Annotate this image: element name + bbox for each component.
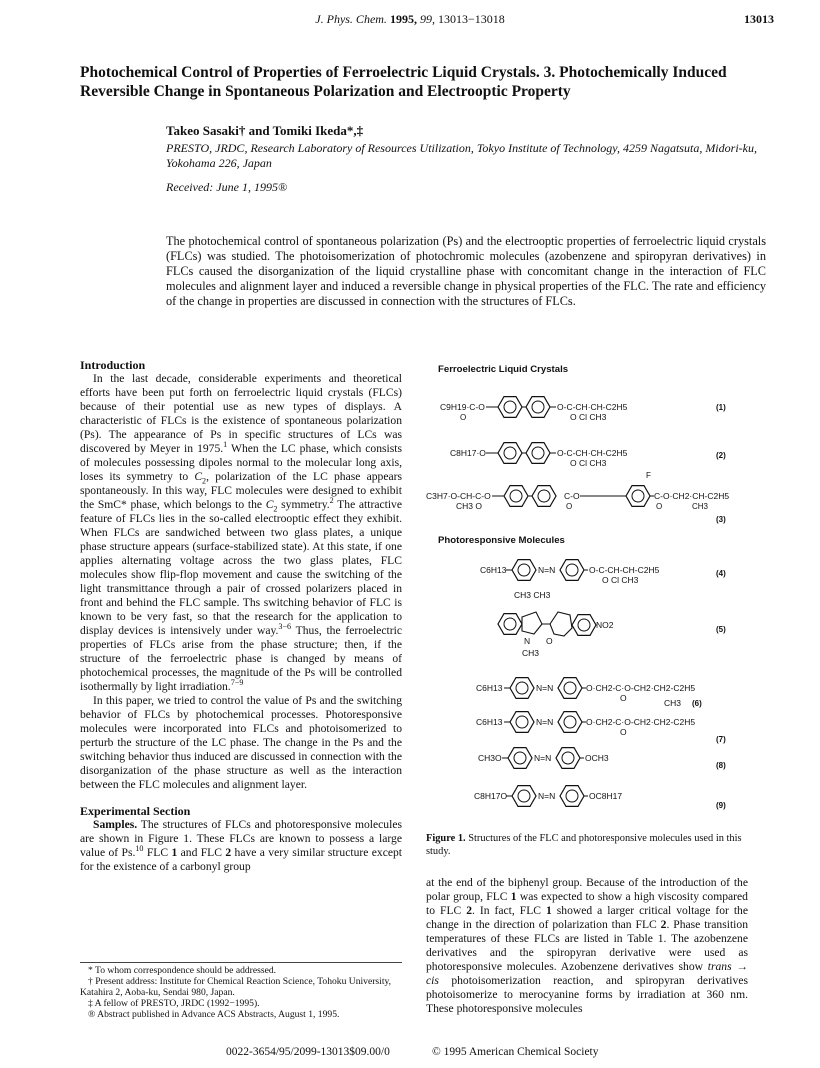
compound-5 — [498, 590, 726, 658]
compound-2 — [450, 443, 726, 468]
svg-text:F: F — [646, 471, 651, 480]
footnote: ® Abstract published in Advance ACS Abstracts, August 1, 1995. — [88, 1009, 340, 1020]
svg-text:OCH3: OCH3 — [585, 753, 609, 763]
svg-text:O: O — [656, 502, 663, 511]
compound-8 — [478, 748, 726, 770]
svg-text:O: O — [620, 727, 627, 737]
right-paragraph: at the end of the biphenyl group. Because of the introduction of the polar group, FLC 1 was expected to show a high viscosity compared to FLC 2. In fact, FLC 1 showed a larger critical voltage for the change in the direction of polarization than FLC 2. Phase transition temperatures of these FLCs are listed in Table 1. The azobenzene derivatives and the spiropyran derivative were used as photoresponsive molecules. Azobenzene derivatives show trans → cis photoisomerization reaction, and spiropyran derivatives photoisomerize to merocyanine forms by irradiation at 360 nm. These photoresponsive molecules — [426, 876, 749, 1015]
footer-copyright: © 1995 American Chemical Society — [432, 1046, 599, 1058]
svg-text:N: N — [524, 636, 531, 646]
footer-code: 0022-3654/95/2099-13013$09.00/0 — [226, 1046, 390, 1058]
svg-text:OC8H17: OC8H17 — [589, 791, 623, 801]
svg-text:N=N: N=N — [538, 565, 556, 575]
figure-caption: Figure 1. Structures of the FLC and photoresponsive molecules used in this study. — [426, 833, 742, 857]
svg-text:C8H17·O: C8H17·O — [450, 448, 486, 458]
svg-text:C8H17O: C8H17O — [474, 791, 508, 801]
svg-text:(2): (2) — [716, 451, 726, 460]
section-heading-introduction: Introduction — [80, 358, 146, 372]
compound-1 — [440, 397, 726, 422]
svg-text:(9): (9) — [716, 801, 726, 810]
svg-text:O Cl CH3: O Cl CH3 — [570, 458, 607, 468]
svg-text:C-O: C-O — [564, 491, 580, 501]
svg-text:O: O — [460, 413, 467, 422]
svg-text:O·CH2-C·O-CH2·CH2-C2H5: O·CH2-C·O-CH2·CH2-C2H5 — [586, 683, 696, 693]
intro-paragraph-1: In the last decade, considerable experiments and theoretical efforts have been put forth on ferroelectric liquid crystals (FLCs) because of their potential use as new types of displays. A characteristic of FLCs is the existence of spontaneous polarization (Ps). The appearance of Ps in specific structures of LCs was discovered by Meyer in 1975.$^1$ When the LC phase, which consists of molecules possessing dipoles normal to the molecular long axis, loses its symmetry to $C_2$, polarization of the LC phase appears spontaneously. In this way, FLC molecules were designed to exhibit the SmC* phase, which belongs to the $C_2$ symmetry.$^2$ The attractive feature of FLCs lies in the so-called electrooptic effect they exhibit. When FLCs are sandwiched between two glass plates, a unique phase structure appears (surface-stabilized state). At this state, if one applies alternating voltage across the two glass plates, FLC molecules show flip-flop movement and cause the switching of the light transmittance through a pair of crossed polarizers placed in front and behind the FLC sample. Ths switching behavior of FLC is known to be very fast, so that the research for the application to display devices is intensively under way.$^{3-6}$ Thus, the ferroelectric properties of FLCs arise from the phase structure; then, if the structure of the ferroelectric phase is changed by means of photochemical processes, the magnitude of the Ps will be controlled isothermally by light irradiation.$^{7-9}$ — [80, 372, 403, 693]
svg-text:CH3: CH3 — [692, 502, 709, 511]
compound-3 — [426, 471, 729, 524]
svg-text:CH3: CH3 — [522, 648, 540, 658]
svg-text:C3H7·O-CH-C-O: C3H7·O-CH-C-O — [426, 491, 491, 501]
svg-text:C6H13: C6H13 — [476, 683, 503, 693]
article-title: Photochemical Control of Properties of Ferroelectric Liquid Crystals. 3. Photochemically Induced Reversible Change in Spontaneous Polarization and Electrooptic Property — [80, 64, 727, 100]
received-date: Received: June 1, 1995® — [166, 180, 288, 194]
right-column — [426, 876, 748, 1016]
compound-9 — [474, 786, 726, 810]
svg-text:(5): (5) — [716, 625, 726, 634]
figure-heading-photoresponsive: Photoresponsive Molecules — [438, 535, 565, 546]
svg-text:O-C-CH·CH-C2H5: O-C-CH·CH-C2H5 — [557, 448, 628, 458]
svg-text:C6H13: C6H13 — [480, 565, 507, 575]
intro-paragraph-2: In this paper, we tried to control the value of Ps and the switching behavior of FLCs by photochemical processes. Photoresponsive molecules were incorporated into FLCs and photoisomerized to perturb the structure of the LC phase. The change in the Ps and the switching behavior thus induced are discussed in connection with the disorganization of the phase structure as well as the interaction between the FLC molecules and alignment layer. — [80, 694, 402, 791]
abstract: The photochemical control of spontaneous polarization (Ps) and the electrooptic properties of ferroelectric liquid crystals (FLCs) was studied. The photoisomerization of photochromic molecules (azobenzene and spiropyran derivatives) in FLCs caused the disorganization of the liquid crystalline phase with concomitant change in the interaction of FLC molecules and alignment layer and induced a reversible change in physical properties of the FLC. The rate and efficiency of the change in properties are discussed in connection with the structures of FLCs. — [166, 234, 766, 308]
chemical-structures-drawing — [420, 380, 750, 825]
left-column — [80, 358, 402, 874]
experimental-paragraph-1: Samples. The structures of FLCs and photoresponsive molecules are shown in Figure 1. These FLCs are known to possess a large value of Ps.$^{10}$ FLC 1 and FLC 2 have a very similar structure except for the existence of a carbonyl group — [80, 818, 403, 873]
footnote: * To whom correspondence should be addressed. — [88, 965, 277, 976]
svg-text:N=N: N=N — [538, 791, 556, 801]
svg-text:C-O·CH2·CH-C2H5: C-O·CH2·CH-C2H5 — [654, 491, 730, 501]
svg-text:O: O — [546, 636, 553, 646]
svg-text:CH3 O: CH3 O — [456, 501, 482, 511]
svg-text:N=N: N=N — [534, 753, 552, 763]
running-header: J. Phys. Chem. 1995, 99, 13013−13018 — [315, 12, 505, 26]
compound-6 — [476, 678, 702, 708]
svg-text:(4): (4) — [716, 569, 726, 578]
footnote: ‡ A fellow of PRESTO, JRDC (1992−1995). — [88, 998, 260, 1009]
svg-text:O-C-CH-CH-C2H5: O-C-CH-CH-C2H5 — [589, 565, 660, 575]
svg-text:O·CH2-C·O-CH2·CH2-C2H5: O·CH2-C·O-CH2·CH2-C2H5 — [586, 717, 696, 727]
svg-text:O-C-CH·CH-C2H5: O-C-CH·CH-C2H5 — [557, 402, 628, 412]
compound-4 — [480, 560, 726, 585]
footnotes — [80, 962, 402, 1020]
footnote: † Present address: Institute for Chemical Reaction Science, Tohoku University, Katahira 2, Aoba-ku, Sendai 980, Japan. — [80, 976, 392, 998]
svg-text:O: O — [566, 502, 573, 511]
svg-text:(1): (1) — [716, 403, 726, 412]
svg-text:CH3O: CH3O — [478, 753, 502, 763]
svg-text:CH3 CH3: CH3 CH3 — [514, 590, 551, 600]
svg-text:(8): (8) — [716, 761, 726, 770]
svg-text:O: O — [620, 693, 627, 703]
svg-text:CH3: CH3 — [664, 698, 682, 708]
figure-heading-flc: Ferroelectric Liquid Crystals — [438, 364, 569, 375]
figure-1-structures — [420, 380, 750, 830]
svg-text:(7): (7) — [716, 735, 726, 744]
svg-text:(3): (3) — [716, 515, 726, 524]
svg-text:O Cl CH3: O Cl CH3 — [570, 412, 607, 422]
svg-text:N=N: N=N — [536, 717, 554, 727]
page-number: 13013 — [744, 12, 774, 26]
svg-text:N=N: N=N — [536, 683, 554, 693]
authors: Takeo Sasaki† and Tomiki Ikeda*,‡ — [166, 123, 364, 138]
section-heading-experimental: Experimental Section — [80, 804, 191, 818]
svg-text:C9H19·C-O: C9H19·C-O — [440, 402, 485, 412]
affiliation: PRESTO, JRDC, Research Laboratory of Resources Utilization, Tokyo Institute of Technology, 4259 Nagatsuta, Midori-ku, Yokohama 226, Japan — [166, 141, 757, 170]
svg-text:O Cl CH3: O Cl CH3 — [602, 575, 639, 585]
svg-text:C6H13: C6H13 — [476, 717, 503, 727]
svg-text:NO2: NO2 — [596, 620, 614, 630]
svg-text:(6): (6) — [692, 699, 702, 708]
compound-7 — [476, 712, 726, 744]
